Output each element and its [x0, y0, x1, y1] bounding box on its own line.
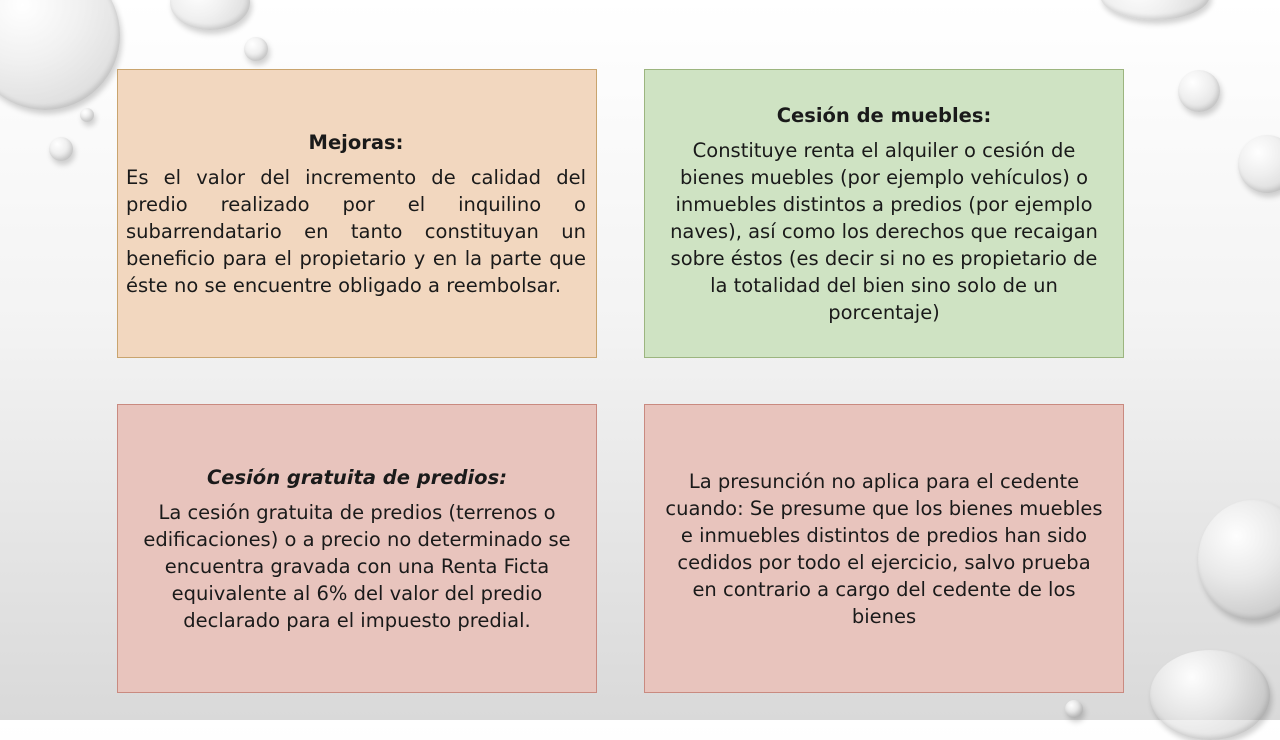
water-drop	[49, 137, 73, 161]
water-drop	[1178, 70, 1220, 112]
cesion-gratuita-box	[117, 404, 597, 693]
cesion-muebles-title: Cesión de muebles:	[776, 103, 992, 127]
water-drop	[1198, 500, 1280, 620]
cesion-gratuita-text: La cesión gratuita de predios (terrenos o edificaciones) o a precio no determinado se encuentra gravada con una Renta Ficta equivalente al 6% del valor del predio declarado para el impuesto predial.	[143, 500, 571, 632]
mejoras-title: Mejoras:	[308, 130, 404, 154]
mejoras-text: Es el valor del incremento de calidad del predio realizado por el inquilino o subarrendatario en tanto constituyan un beneficio para el propietario y en la parte que éste no se encuentre obligado a reembolsar.	[126, 165, 586, 297]
water-drop	[0, 0, 120, 110]
cesion-gratuita-title: Cesión gratuita de predios:	[206, 465, 507, 489]
water-drop	[1238, 135, 1280, 193]
cesion-muebles-text: Constituye renta el alquiler o cesión de bienes muebles (por ejemplo vehículos) o inmuebles distintos a predios (por ejemplo naves), así como los derechos que recaigan sobre éstos (es decir si no es propietario de la totalidad del bien sino solo de un porcentaje)	[670, 138, 1098, 324]
water-drop	[1150, 650, 1270, 740]
water-drop	[80, 108, 94, 122]
water-drop	[1100, 0, 1210, 20]
water-drop	[170, 0, 250, 30]
water-drop	[244, 37, 268, 61]
water-drop	[1065, 700, 1083, 718]
presuncion-box	[644, 404, 1124, 693]
presuncion-text: La presunción no aplica para el cedente cuando: Se presume que los bienes muebles e inmuebles distintos de predios han sido cedidos por todo el ejercicio, salvo prueba en contrario a cargo del cedente de los bienes	[665, 469, 1103, 628]
mejoras-box	[117, 69, 597, 358]
cesion-muebles-box	[644, 69, 1124, 358]
